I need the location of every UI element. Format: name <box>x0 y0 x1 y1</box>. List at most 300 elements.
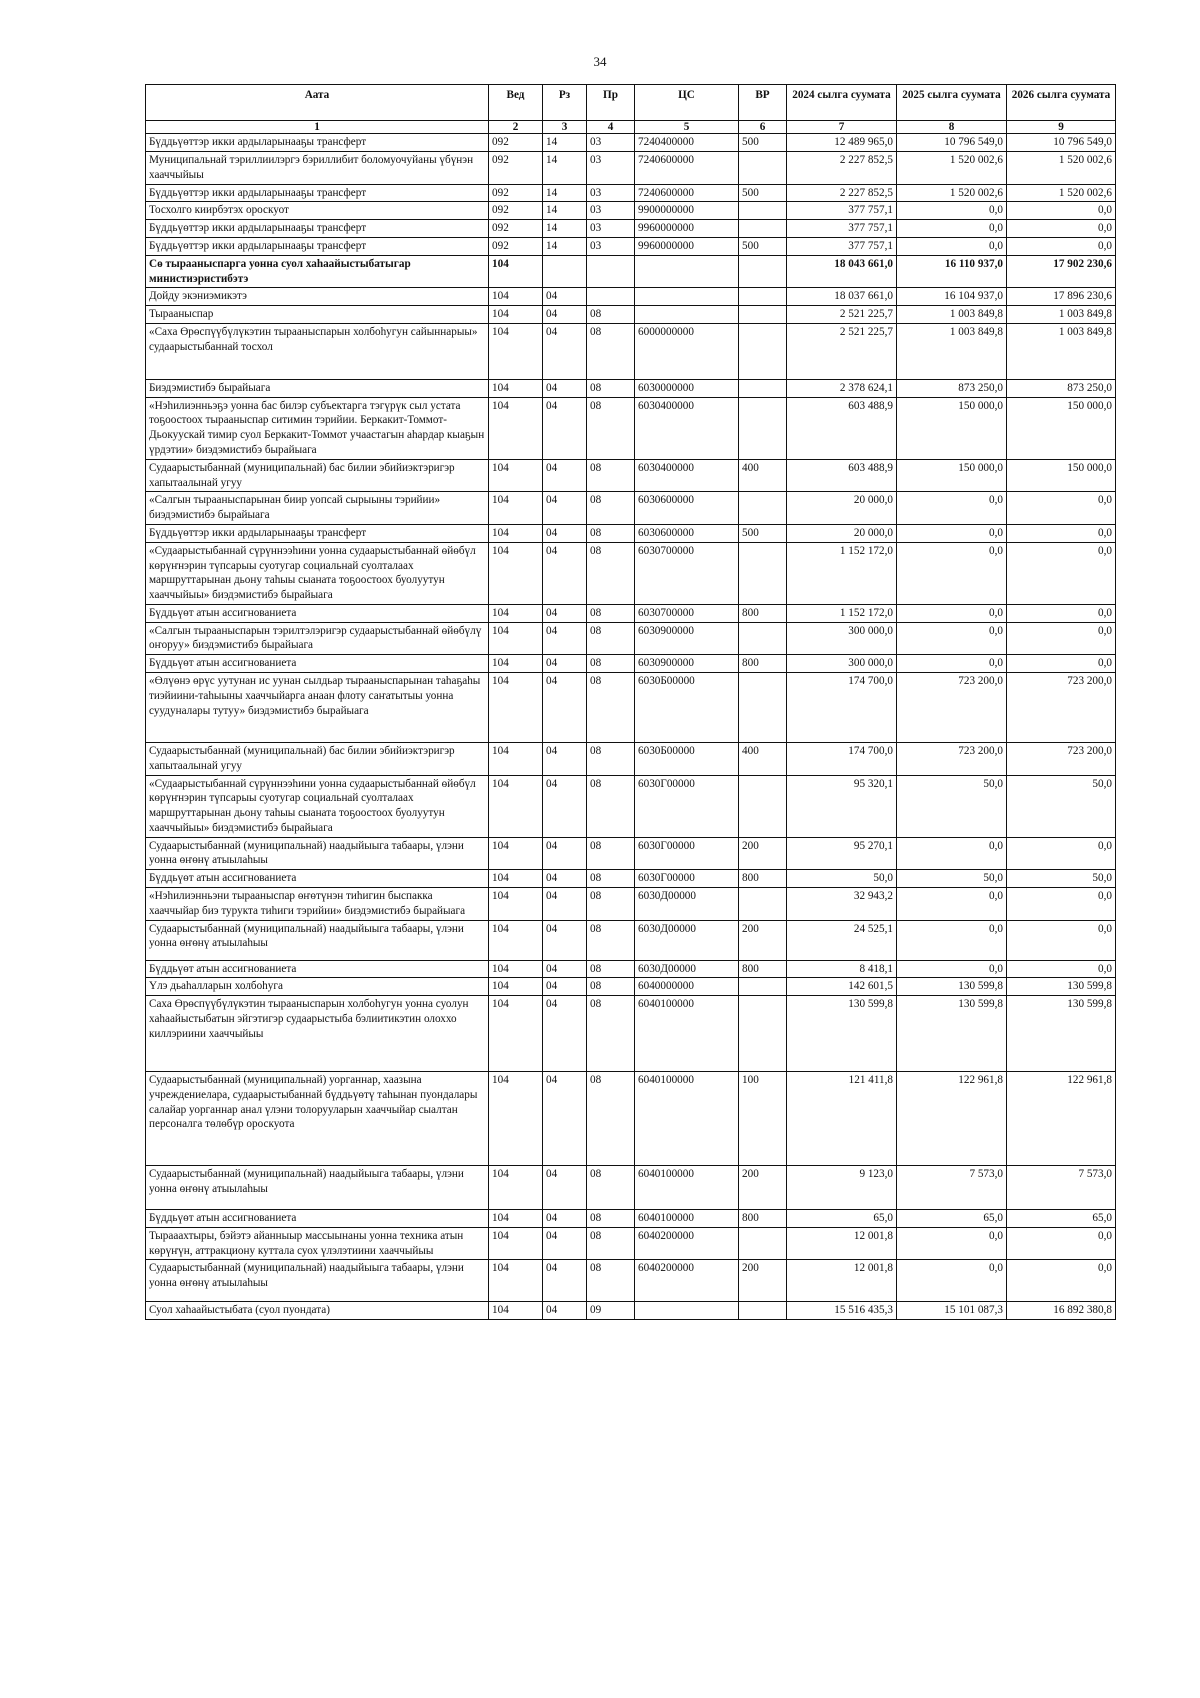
row-amount-2025: 0,0 <box>897 960 1007 978</box>
row-amount-2025: 0,0 <box>897 1260 1007 1302</box>
row-pr: 08 <box>587 655 635 673</box>
row-vr <box>739 220 787 238</box>
table-row <box>146 888 1116 921</box>
row-amount-2024: 50,0 <box>787 870 897 888</box>
row-amount-2024: 12 001,8 <box>787 1260 897 1302</box>
row-pr: 08 <box>587 306 635 324</box>
row-name: Бүддьүөт атын ассигнованиета <box>146 960 489 978</box>
row-cs: 6030Б00000 <box>635 672 739 742</box>
row-amount-2024: 603 488,9 <box>787 459 897 492</box>
row-vr: 800 <box>739 1210 787 1228</box>
row-amount-2025: 0,0 <box>897 837 1007 870</box>
row-pr: 08 <box>587 978 635 996</box>
row-amount-2025: 150 000,0 <box>897 397 1007 459</box>
row-rz: 04 <box>543 1210 587 1228</box>
row-name: «Нэһилиэнньэҕэ уонна бас билэр субъектарга тэгүрүк сыл устата тоҕоостоох тырааныспар ситимин тэрийии. Беркакит-Томмот-Дьокуускай тимир суол Беркакит-Томмот учаастагын аһардар кыаҕын үрдэтии» биэдэмистибэ бырайыага <box>146 397 489 459</box>
table-row <box>146 152 1116 185</box>
row-amount-2024: 95 270,1 <box>787 837 897 870</box>
row-pr: 08 <box>587 888 635 921</box>
row-amount-2026: 130 599,8 <box>1007 978 1116 996</box>
row-vr <box>739 323 787 379</box>
row-amount-2026: 0,0 <box>1007 622 1116 655</box>
table-row <box>146 202 1116 220</box>
row-vr <box>739 672 787 742</box>
row-rz: 04 <box>543 1260 587 1302</box>
header-2026: 2026 сылга суумата <box>1007 85 1116 121</box>
row-amount-2026: 723 200,0 <box>1007 672 1116 742</box>
row-cs: 6030Д00000 <box>635 960 739 978</box>
row-amount-2026: 0,0 <box>1007 220 1116 238</box>
row-amount-2024: 1 152 172,0 <box>787 542 897 604</box>
row-pr: 08 <box>587 397 635 459</box>
row-amount-2025: 723 200,0 <box>897 672 1007 742</box>
row-cs: 6040200000 <box>635 1227 739 1260</box>
row-vr <box>739 542 787 604</box>
row-amount-2024: 174 700,0 <box>787 742 897 775</box>
row-cs: 6030Г00000 <box>635 775 739 837</box>
row-vr: 800 <box>739 870 787 888</box>
row-rz: 04 <box>543 288 587 306</box>
row-ved: 092 <box>489 134 543 152</box>
table-row <box>146 622 1116 655</box>
row-rz: 04 <box>543 655 587 673</box>
row-rz: 04 <box>543 742 587 775</box>
row-ved: 104 <box>489 978 543 996</box>
row-ved: 104 <box>489 1302 543 1320</box>
row-name: Үлэ дьаһалларын холбоһуга <box>146 978 489 996</box>
row-name: Саха Өрөспүүбүлүкэтин тырааныспарын холбоһугун уонна суолун хаһаайыстыбатын эйгэтигэр судаарыстыба бэлиитикэтин олоххо киллэриини хааччыйыы <box>146 996 489 1072</box>
row-ved: 092 <box>489 238 543 256</box>
row-ved: 104 <box>489 288 543 306</box>
row-rz: 04 <box>543 996 587 1072</box>
row-ved: 092 <box>489 152 543 185</box>
row-amount-2025: 0,0 <box>897 888 1007 921</box>
row-cs: 6040100000 <box>635 1072 739 1166</box>
row-name: Судаарыстыбаннай (муниципальнай) бас билии эбийиэктэригэр хапытаалынай угуу <box>146 742 489 775</box>
row-amount-2024: 18 037 661,0 <box>787 288 897 306</box>
row-name: «Салгын тырааныспарын тэрилтэлэригэр судаарыстыбаннай өйөбүлү оҥоруу» биэдэмистибэ бырайыага <box>146 622 489 655</box>
row-amount-2025: 1 520 002,6 <box>897 152 1007 185</box>
row-vr <box>739 202 787 220</box>
column-number: 9 <box>1007 121 1116 134</box>
row-cs: 9900000000 <box>635 202 739 220</box>
row-amount-2025: 0,0 <box>897 622 1007 655</box>
row-rz: 04 <box>543 524 587 542</box>
row-vr <box>739 996 787 1072</box>
row-rz: 14 <box>543 152 587 185</box>
row-vr: 800 <box>739 604 787 622</box>
row-ved: 104 <box>489 870 543 888</box>
row-rz: 04 <box>543 837 587 870</box>
row-name: Бүддьүөт атын ассигнованиета <box>146 1210 489 1228</box>
row-name: Тосхолго киирбэтэх ороскуот <box>146 202 489 220</box>
row-amount-2024: 377 757,1 <box>787 202 897 220</box>
row-amount-2026: 0,0 <box>1007 920 1116 960</box>
row-name: Судаарыстыбаннай (муниципальнай) бас билии эбийиэктэригэр хапытаалынай угуу <box>146 459 489 492</box>
row-amount-2026: 10 796 549,0 <box>1007 134 1116 152</box>
row-vr: 500 <box>739 238 787 256</box>
row-ved: 092 <box>489 184 543 202</box>
row-rz: 04 <box>543 604 587 622</box>
row-amount-2024: 95 320,1 <box>787 775 897 837</box>
table-row <box>146 1260 1116 1302</box>
column-number: 1 <box>146 121 489 134</box>
table-row <box>146 492 1116 525</box>
table-row <box>146 542 1116 604</box>
row-amount-2026: 1 003 849,8 <box>1007 323 1116 379</box>
row-name: Судаарыстыбаннай (муниципальнай) наадыйыыга табаары, үлэни уонна өҥөнү атыылаһыы <box>146 837 489 870</box>
row-ved: 104 <box>489 1227 543 1260</box>
column-number-row <box>146 121 1116 134</box>
row-cs: 6030700000 <box>635 542 739 604</box>
row-ved: 104 <box>489 742 543 775</box>
row-amount-2026: 17 902 230,6 <box>1007 255 1116 288</box>
row-pr: 08 <box>587 492 635 525</box>
row-amount-2026: 0,0 <box>1007 1260 1116 1302</box>
row-rz: 04 <box>543 397 587 459</box>
row-rz: 14 <box>543 220 587 238</box>
table-row <box>146 870 1116 888</box>
row-vr <box>739 288 787 306</box>
row-vr <box>739 1227 787 1260</box>
row-amount-2025: 130 599,8 <box>897 978 1007 996</box>
row-amount-2026: 150 000,0 <box>1007 459 1116 492</box>
row-ved: 104 <box>489 888 543 921</box>
row-amount-2025: 10 796 549,0 <box>897 134 1007 152</box>
row-cs: 6030Б00000 <box>635 742 739 775</box>
row-cs: 9960000000 <box>635 238 739 256</box>
column-number: 8 <box>897 121 1007 134</box>
row-amount-2025: 723 200,0 <box>897 742 1007 775</box>
row-pr: 08 <box>587 920 635 960</box>
row-vr: 500 <box>739 524 787 542</box>
row-rz: 04 <box>543 888 587 921</box>
row-pr: 03 <box>587 202 635 220</box>
row-rz: 04 <box>543 459 587 492</box>
row-name: Тырааныспар <box>146 306 489 324</box>
row-rz: 04 <box>543 1072 587 1166</box>
row-amount-2026: 0,0 <box>1007 888 1116 921</box>
row-name: Биэдэмистибэ бырайыага <box>146 379 489 397</box>
row-rz <box>543 255 587 288</box>
row-ved: 092 <box>489 202 543 220</box>
row-amount-2026: 1 003 849,8 <box>1007 306 1116 324</box>
row-pr: 03 <box>587 220 635 238</box>
row-amount-2026: 0,0 <box>1007 492 1116 525</box>
row-ved: 104 <box>489 1072 543 1166</box>
row-amount-2026: 0,0 <box>1007 960 1116 978</box>
row-name: «Өлүөнэ өрүс уутунан ис уунан сылдьар тырааныспарынан таһаҕаһы тиэйиини-таһыыны хааччыйарга анаан флоту саҥатытыы уонна суудуналары тутуу» биэдэмистибэ бырайыага <box>146 672 489 742</box>
row-amount-2024: 12 489 965,0 <box>787 134 897 152</box>
row-rz: 04 <box>543 379 587 397</box>
row-vr <box>739 255 787 288</box>
row-amount-2025: 50,0 <box>897 775 1007 837</box>
row-pr: 08 <box>587 1227 635 1260</box>
row-rz: 04 <box>543 1227 587 1260</box>
table-row <box>146 1227 1116 1260</box>
row-amount-2025: 0,0 <box>897 220 1007 238</box>
row-ved: 104 <box>489 255 543 288</box>
row-vr <box>739 306 787 324</box>
row-pr <box>587 288 635 306</box>
row-cs <box>635 288 739 306</box>
row-cs <box>635 306 739 324</box>
row-amount-2024: 18 043 661,0 <box>787 255 897 288</box>
row-rz: 04 <box>543 960 587 978</box>
table-body <box>146 134 1116 1320</box>
row-amount-2024: 2 227 852,5 <box>787 152 897 185</box>
row-amount-2024: 20 000,0 <box>787 524 897 542</box>
table-row <box>146 978 1116 996</box>
row-cs: 7240600000 <box>635 184 739 202</box>
row-name: Дойду экэниэмикэтэ <box>146 288 489 306</box>
row-name: Бүддьүөт атын ассигнованиета <box>146 655 489 673</box>
row-pr: 08 <box>587 672 635 742</box>
row-amount-2025: 50,0 <box>897 870 1007 888</box>
row-ved: 104 <box>489 306 543 324</box>
row-amount-2026: 0,0 <box>1007 604 1116 622</box>
header-rz: Рз <box>543 85 587 121</box>
row-ved: 104 <box>489 542 543 604</box>
row-amount-2025: 0,0 <box>897 655 1007 673</box>
row-pr: 08 <box>587 542 635 604</box>
table-row <box>146 1072 1116 1166</box>
row-amount-2025: 65,0 <box>897 1210 1007 1228</box>
row-pr: 08 <box>587 742 635 775</box>
table-row <box>146 306 1116 324</box>
row-pr: 08 <box>587 604 635 622</box>
row-ved: 104 <box>489 604 543 622</box>
row-name: «Нэһилиэнньэни тырааныспар өҥөтүнэн тиһигин быспакка хааччыйар биэ турукта тиһиги тэрийии» биэдэмистибэ бырайыага <box>146 888 489 921</box>
row-ved: 092 <box>489 220 543 238</box>
row-pr: 03 <box>587 238 635 256</box>
row-name: Судаарыстыбаннай (муниципальнай) уорганнар, хаазына учреждениелара, судаарыстыбаннай бүддьүөтү таһынан пуондалары салайар уорганнар анал үлэни толорууларын хааччыйар сыалтан персоналга төлөбүр ороскуота <box>146 1072 489 1166</box>
row-amount-2026: 50,0 <box>1007 870 1116 888</box>
row-amount-2026: 1 520 002,6 <box>1007 152 1116 185</box>
row-amount-2024: 20 000,0 <box>787 492 897 525</box>
row-vr: 500 <box>739 134 787 152</box>
column-number: 3 <box>543 121 587 134</box>
row-cs: 6030900000 <box>635 622 739 655</box>
row-vr <box>739 1302 787 1320</box>
row-rz: 14 <box>543 238 587 256</box>
row-name: Бүддьүөт атын ассигнованиета <box>146 870 489 888</box>
row-rz: 04 <box>543 542 587 604</box>
row-amount-2026: 17 896 230,6 <box>1007 288 1116 306</box>
table-row <box>146 672 1116 742</box>
table-row <box>146 604 1116 622</box>
row-cs: 6040200000 <box>635 1260 739 1302</box>
table-row <box>146 323 1116 379</box>
row-pr <box>587 255 635 288</box>
row-amount-2024: 300 000,0 <box>787 655 897 673</box>
row-amount-2024: 174 700,0 <box>787 672 897 742</box>
row-pr: 08 <box>587 996 635 1072</box>
header-2024: 2024 сылга суумата <box>787 85 897 121</box>
row-name: Бүддьүөттэр икки ардыларынааҕы трансферт <box>146 220 489 238</box>
row-amount-2025: 16 104 937,0 <box>897 288 1007 306</box>
row-amount-2024: 377 757,1 <box>787 238 897 256</box>
row-pr: 08 <box>587 1210 635 1228</box>
row-pr: 08 <box>587 379 635 397</box>
row-ved: 104 <box>489 837 543 870</box>
table-row <box>146 184 1116 202</box>
header-row <box>146 85 1116 121</box>
row-pr: 08 <box>587 775 635 837</box>
row-vr: 200 <box>739 1260 787 1302</box>
header-vr: ВР <box>739 85 787 121</box>
row-amount-2025: 122 961,8 <box>897 1072 1007 1166</box>
row-cs: 6030400000 <box>635 397 739 459</box>
row-cs: 6030Г00000 <box>635 837 739 870</box>
row-name: «Саха Өрөспүүбүлүкэтин тырааныспарын холбоһугун сайыннарыы» судаарыстыбаннай тосхол <box>146 323 489 379</box>
row-amount-2025: 1 520 002,6 <box>897 184 1007 202</box>
header-ved: Вед <box>489 85 543 121</box>
row-amount-2026: 122 961,8 <box>1007 1072 1116 1166</box>
row-ved: 104 <box>489 1210 543 1228</box>
row-rz: 14 <box>543 134 587 152</box>
row-vr <box>739 492 787 525</box>
row-ved: 104 <box>489 960 543 978</box>
row-name: Судаарыстыбаннай (муниципальнай) наадыйыыга табаары, үлэни уонна өҥөнү атыылаһыы <box>146 1260 489 1302</box>
row-vr: 400 <box>739 459 787 492</box>
table-row <box>146 397 1116 459</box>
header-pr: Пр <box>587 85 635 121</box>
row-cs: 6030900000 <box>635 655 739 673</box>
row-ved: 104 <box>489 524 543 542</box>
row-name: «Судаарыстыбаннай сүрүннээһини уонна судаарыстыбаннай өйөбүл көрүҥнэрин түпсарыы суотугар социальнай суолталаах маршруттарынан дьону таһыы сыаната тоҕоостоох буолуутун хааччыйыы» биэдэмистибэ бырайыага <box>146 542 489 604</box>
row-rz: 04 <box>543 1166 587 1210</box>
row-rz: 04 <box>543 1302 587 1320</box>
row-amount-2025: 0,0 <box>897 604 1007 622</box>
table-row <box>146 1166 1116 1210</box>
row-pr: 08 <box>587 837 635 870</box>
row-ved: 104 <box>489 323 543 379</box>
row-rz: 14 <box>543 184 587 202</box>
row-vr <box>739 397 787 459</box>
row-amount-2024: 130 599,8 <box>787 996 897 1072</box>
row-amount-2024: 15 516 435,3 <box>787 1302 897 1320</box>
row-cs: 6030600000 <box>635 492 739 525</box>
column-number: 2 <box>489 121 543 134</box>
row-pr: 03 <box>587 152 635 185</box>
row-pr: 08 <box>587 1260 635 1302</box>
row-vr: 800 <box>739 960 787 978</box>
row-amount-2024: 121 411,8 <box>787 1072 897 1166</box>
row-amount-2025: 7 573,0 <box>897 1166 1007 1210</box>
row-cs: 7240400000 <box>635 134 739 152</box>
row-amount-2024: 8 418,1 <box>787 960 897 978</box>
row-cs: 6030Г00000 <box>635 870 739 888</box>
row-vr <box>739 622 787 655</box>
row-name: Бүддьүөттэр икки ардыларынааҕы трансферт <box>146 524 489 542</box>
row-amount-2024: 1 152 172,0 <box>787 604 897 622</box>
row-amount-2026: 723 200,0 <box>1007 742 1116 775</box>
table-row <box>146 220 1116 238</box>
row-amount-2025: 0,0 <box>897 920 1007 960</box>
row-amount-2024: 32 943,2 <box>787 888 897 921</box>
row-amount-2025: 16 110 937,0 <box>897 255 1007 288</box>
row-amount-2026: 873 250,0 <box>1007 379 1116 397</box>
table-row <box>146 1210 1116 1228</box>
row-amount-2026: 0,0 <box>1007 202 1116 220</box>
row-amount-2026: 0,0 <box>1007 1227 1116 1260</box>
table-row <box>146 134 1116 152</box>
row-amount-2026: 0,0 <box>1007 837 1116 870</box>
table-row <box>146 996 1116 1072</box>
row-rz: 04 <box>543 672 587 742</box>
row-vr <box>739 978 787 996</box>
row-vr: 100 <box>739 1072 787 1166</box>
column-number: 5 <box>635 121 739 134</box>
row-rz: 04 <box>543 978 587 996</box>
row-name: «Салгын тырааныспарынан биир уопсай сырыыны тэрийии» биэдэмистибэ бырайыага <box>146 492 489 525</box>
row-amount-2024: 24 525,1 <box>787 920 897 960</box>
row-amount-2025: 0,0 <box>897 492 1007 525</box>
row-name: «Судаарыстыбаннай сүрүннээһини уонна судаарыстыбаннай өйөбүл көрүҥнэрин түпсарыы суотугар социальнай суолталаах маршруттарынан дьону таһыы сыаната тоҕоостоох буолуутун хааччыйыы» биэдэмистибэ бырайыага <box>146 775 489 837</box>
row-name: Бүддьүөттэр икки ардыларынааҕы трансферт <box>146 134 489 152</box>
row-name: Судаарыстыбаннай (муниципальнай) наадыйыыга табаары, үлэни уонна өҥөнү атыылаһыы <box>146 920 489 960</box>
table-row <box>146 459 1116 492</box>
header-2025: 2025 сылга суумата <box>897 85 1007 121</box>
row-name: Судаарыстыбаннай (муниципальнай) наадыйыыга табаары, үлэни уонна өҥөнү атыылаһыы <box>146 1166 489 1210</box>
table-row <box>146 238 1116 256</box>
row-rz: 04 <box>543 870 587 888</box>
row-amount-2024: 2 521 225,7 <box>787 306 897 324</box>
row-vr <box>739 152 787 185</box>
column-number: 4 <box>587 121 635 134</box>
row-ved: 104 <box>489 672 543 742</box>
row-name: Бүддьүөттэр икки ардыларынааҕы трансферт <box>146 184 489 202</box>
row-pr: 03 <box>587 134 635 152</box>
row-amount-2025: 150 000,0 <box>897 459 1007 492</box>
row-amount-2024: 2 378 624,1 <box>787 379 897 397</box>
row-pr: 08 <box>587 1072 635 1166</box>
row-rz: 04 <box>543 323 587 379</box>
row-amount-2025: 130 599,8 <box>897 996 1007 1072</box>
row-cs <box>635 1302 739 1320</box>
row-amount-2025: 0,0 <box>897 1227 1007 1260</box>
row-pr: 08 <box>587 622 635 655</box>
row-amount-2024: 2 227 852,5 <box>787 184 897 202</box>
row-cs: 7240600000 <box>635 152 739 185</box>
row-cs: 6030400000 <box>635 459 739 492</box>
row-vr: 800 <box>739 655 787 673</box>
row-ved: 104 <box>489 492 543 525</box>
budget-table <box>145 84 1116 1320</box>
row-vr <box>739 379 787 397</box>
row-amount-2026: 130 599,8 <box>1007 996 1116 1072</box>
row-amount-2024: 65,0 <box>787 1210 897 1228</box>
row-cs: 6040100000 <box>635 1210 739 1228</box>
row-name: Тырааахтыры, бэйэтэ айанныыр массыынаны уонна техника атын көрүҥүн, аттракциону куттала суох үлэлэтиини хааччыйыы <box>146 1227 489 1260</box>
row-rz: 04 <box>543 920 587 960</box>
row-cs: 6030600000 <box>635 524 739 542</box>
row-ved: 104 <box>489 655 543 673</box>
row-name: Сө тырааныспарга уонна суол хаһаайыстыбатыгар министиэристибэтэ <box>146 255 489 288</box>
row-ved: 104 <box>489 775 543 837</box>
row-cs: 6030Д00000 <box>635 920 739 960</box>
row-cs: 9960000000 <box>635 220 739 238</box>
row-pr: 08 <box>587 960 635 978</box>
row-rz: 04 <box>543 622 587 655</box>
row-amount-2025: 873 250,0 <box>897 379 1007 397</box>
row-cs: 6030Д00000 <box>635 888 739 921</box>
row-pr: 03 <box>587 184 635 202</box>
row-pr: 09 <box>587 1302 635 1320</box>
row-name: Муниципальнай тэриллиилэргэ бэриллибит боломуочуйаны үбүнэн хааччыйыы <box>146 152 489 185</box>
table-row <box>146 255 1116 288</box>
